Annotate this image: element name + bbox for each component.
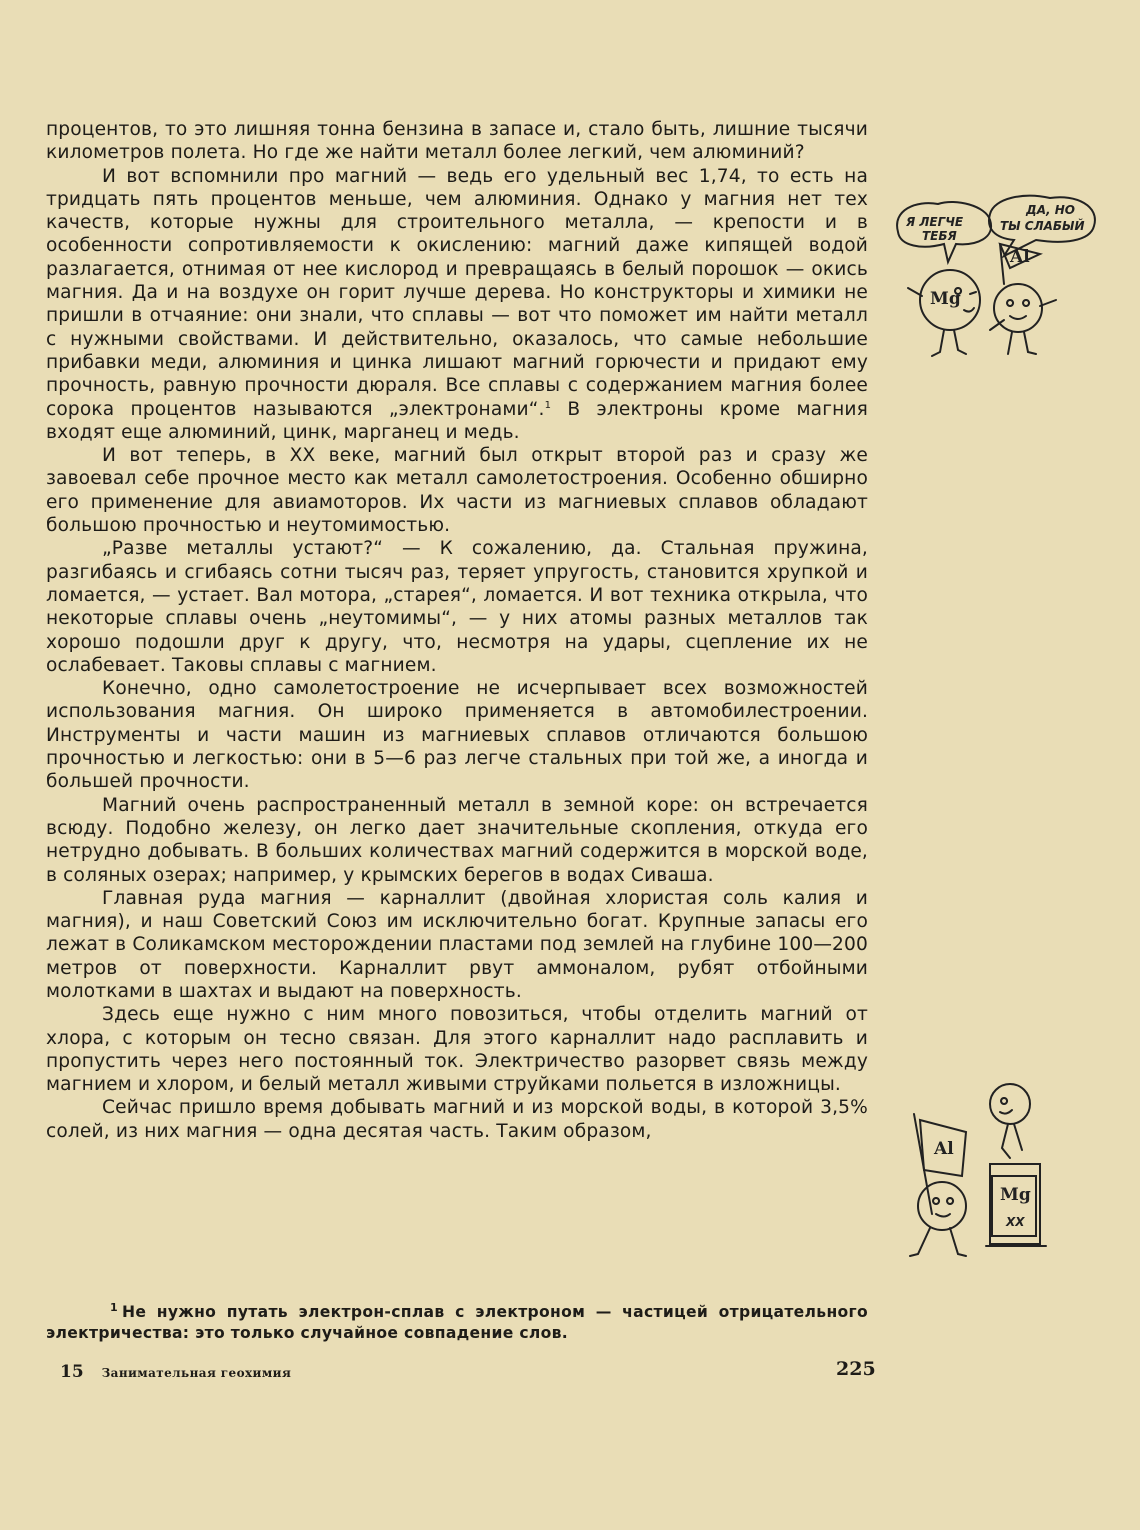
paragraph: процентов, то это лишняя тонна бензина в запасе и, стало быть, лишние тысячи километров полета. Но где же найти металл более легкий, чем алюминий? [46, 119, 868, 164]
paragraph: „Разве металлы устают?“ — К сожалению, да. Стальная пружина, разгибаясь и сгибаясь сотни тысяч раз, теряет упругость, становится хрупкой и ломается, — устает. Вал мотора, „старея“, ломается. И вот техника открыла, что некоторые сплавы очень „неутомимы“, — у них атомы разных металлов так хорошо подошли друг к другу, что, несмотря на удары, сцепление их не ослабевает. Таковы сплавы с магнием. [46, 538, 868, 676]
main-text [46, 118, 868, 1143]
paragraph: Главная руда магния — карналлит (двойная хлористая соль калия и магния), и наш Советский Союз им исключительно богат. Крупные запасы его лежат в Соликамском месторождении пластами под землей на глубине 100—200 метров от поверхности. Карналлит рвут аммоналом, рубят отбойными молотками в шахтах и выдают на поверхность. [46, 887, 868, 1002]
page-number: 225 [836, 1358, 876, 1380]
paragraph: И вот теперь, в XX веке, магний был открыт второй раз и сразу же завоевал себе прочное место как металл самолетостроения. Особенно обширно его применение для авиамоторов. Их части из магниевых сплавов обладают большою прочностью и неутомимостью. [46, 445, 868, 537]
footnote-mark: 1 [110, 1300, 118, 1314]
symbol-al: Al [1010, 247, 1030, 267]
bubble-left-line1: Я ЛЕГЧЕ [906, 215, 964, 229]
signature-number: 15 [60, 1362, 84, 1382]
paragraph: Конечно, одно самолетостроение не исчерпывает всех возможностей использования магния. Он широко применяется в автомобилестроении. Инструменты и части машин из магниевых сплавов отличаются большою прочностью и легкостью: они в 5—6 раз легче стальных при той же, а иногда и большей прочности. [46, 678, 868, 793]
box-numeral: XX [1006, 1215, 1025, 1229]
illustration-al-mg-flag [900, 1068, 1060, 1268]
bubble-right-line1: ДА, НО [1026, 203, 1075, 217]
page-signature [60, 1362, 291, 1382]
paragraph-text: И вот вспомнили про магний — ведь его удельный вес 1,74, то есть на тридцать пять процентов меньше, чем алюминия. Однако у магния нет тех качеств, которые нужны для строительного металла, — крепости и в особенности сопротивляемости к окислению: магний даже кипящей водой разлагается, отнимая от нее кислород и превращаясь в белый порошок — окись магния. Да и на воздухе он горит лучше дерева. Но конструкторы и химики не пришли в отчаяние: они знали, что сплавы — вот что поможет им найти металл с нужными свойствами. И действительно, оказалось, что самые небольшие прибавки меди, алюминия и цинка лишают магний горючести и придают ему прочность, равную прочности дюраля. Все сплавы с содержанием магния более сорока процентов называются „электронами“. [46, 165, 868, 420]
flag-symbol-al: Al [934, 1139, 954, 1159]
bubble-left-line2: ТЕБЯ [922, 229, 957, 243]
mg-al-cartoon-icon [886, 180, 1106, 370]
paragraph [46, 165, 868, 445]
paragraph: Магний очень распространенный металл в земной коре: он встречается всюду. Подобно железу, он легко дает значительные скопления, откуда его нетрудно добывать. В больших количествах магний содержится в морской воде, в соляных озерах; например, у крымских берегов в водах Сиваша. [46, 794, 868, 886]
paragraph: Здесь еще нужно с ним много повозиться, чтобы отделить магний от хлора, с которым он тесно связан. Для этого карналлит надо расплавить и пропустить через него постоянный ток. Электричество разорвет связь между магнием и хлором, и белый металл живыми струйками польется в изложницы. [46, 1004, 868, 1096]
footnote [46, 1302, 868, 1344]
box-symbol-mg: Mg [1000, 1185, 1031, 1205]
paragraph: Сейчас пришло время добывать магний и из морской воды, в которой 3,5% солей, из них магния — одна десятая часть. Таким образом, [46, 1097, 868, 1142]
bubble-right-line2: ТЫ СЛАБЫЙ [1000, 219, 1085, 233]
paragraph-text-continued: В электроны кроме магния входят еще алюминий, цинк, марганец и медь. [46, 398, 869, 443]
footnote-text: Не нужно путать электрон-сплав с электроном — частицей отрицательного электричества: это только случайное совпадение слов. [46, 1303, 868, 1342]
symbol-mg: Mg [930, 289, 961, 309]
illustration-mg-al-dialogue [886, 180, 1106, 370]
footnote-reference: 1 [544, 399, 552, 411]
al-flag-mg-box-icon [900, 1068, 1060, 1268]
signature-title: Занимательная геохимия [101, 1366, 292, 1380]
